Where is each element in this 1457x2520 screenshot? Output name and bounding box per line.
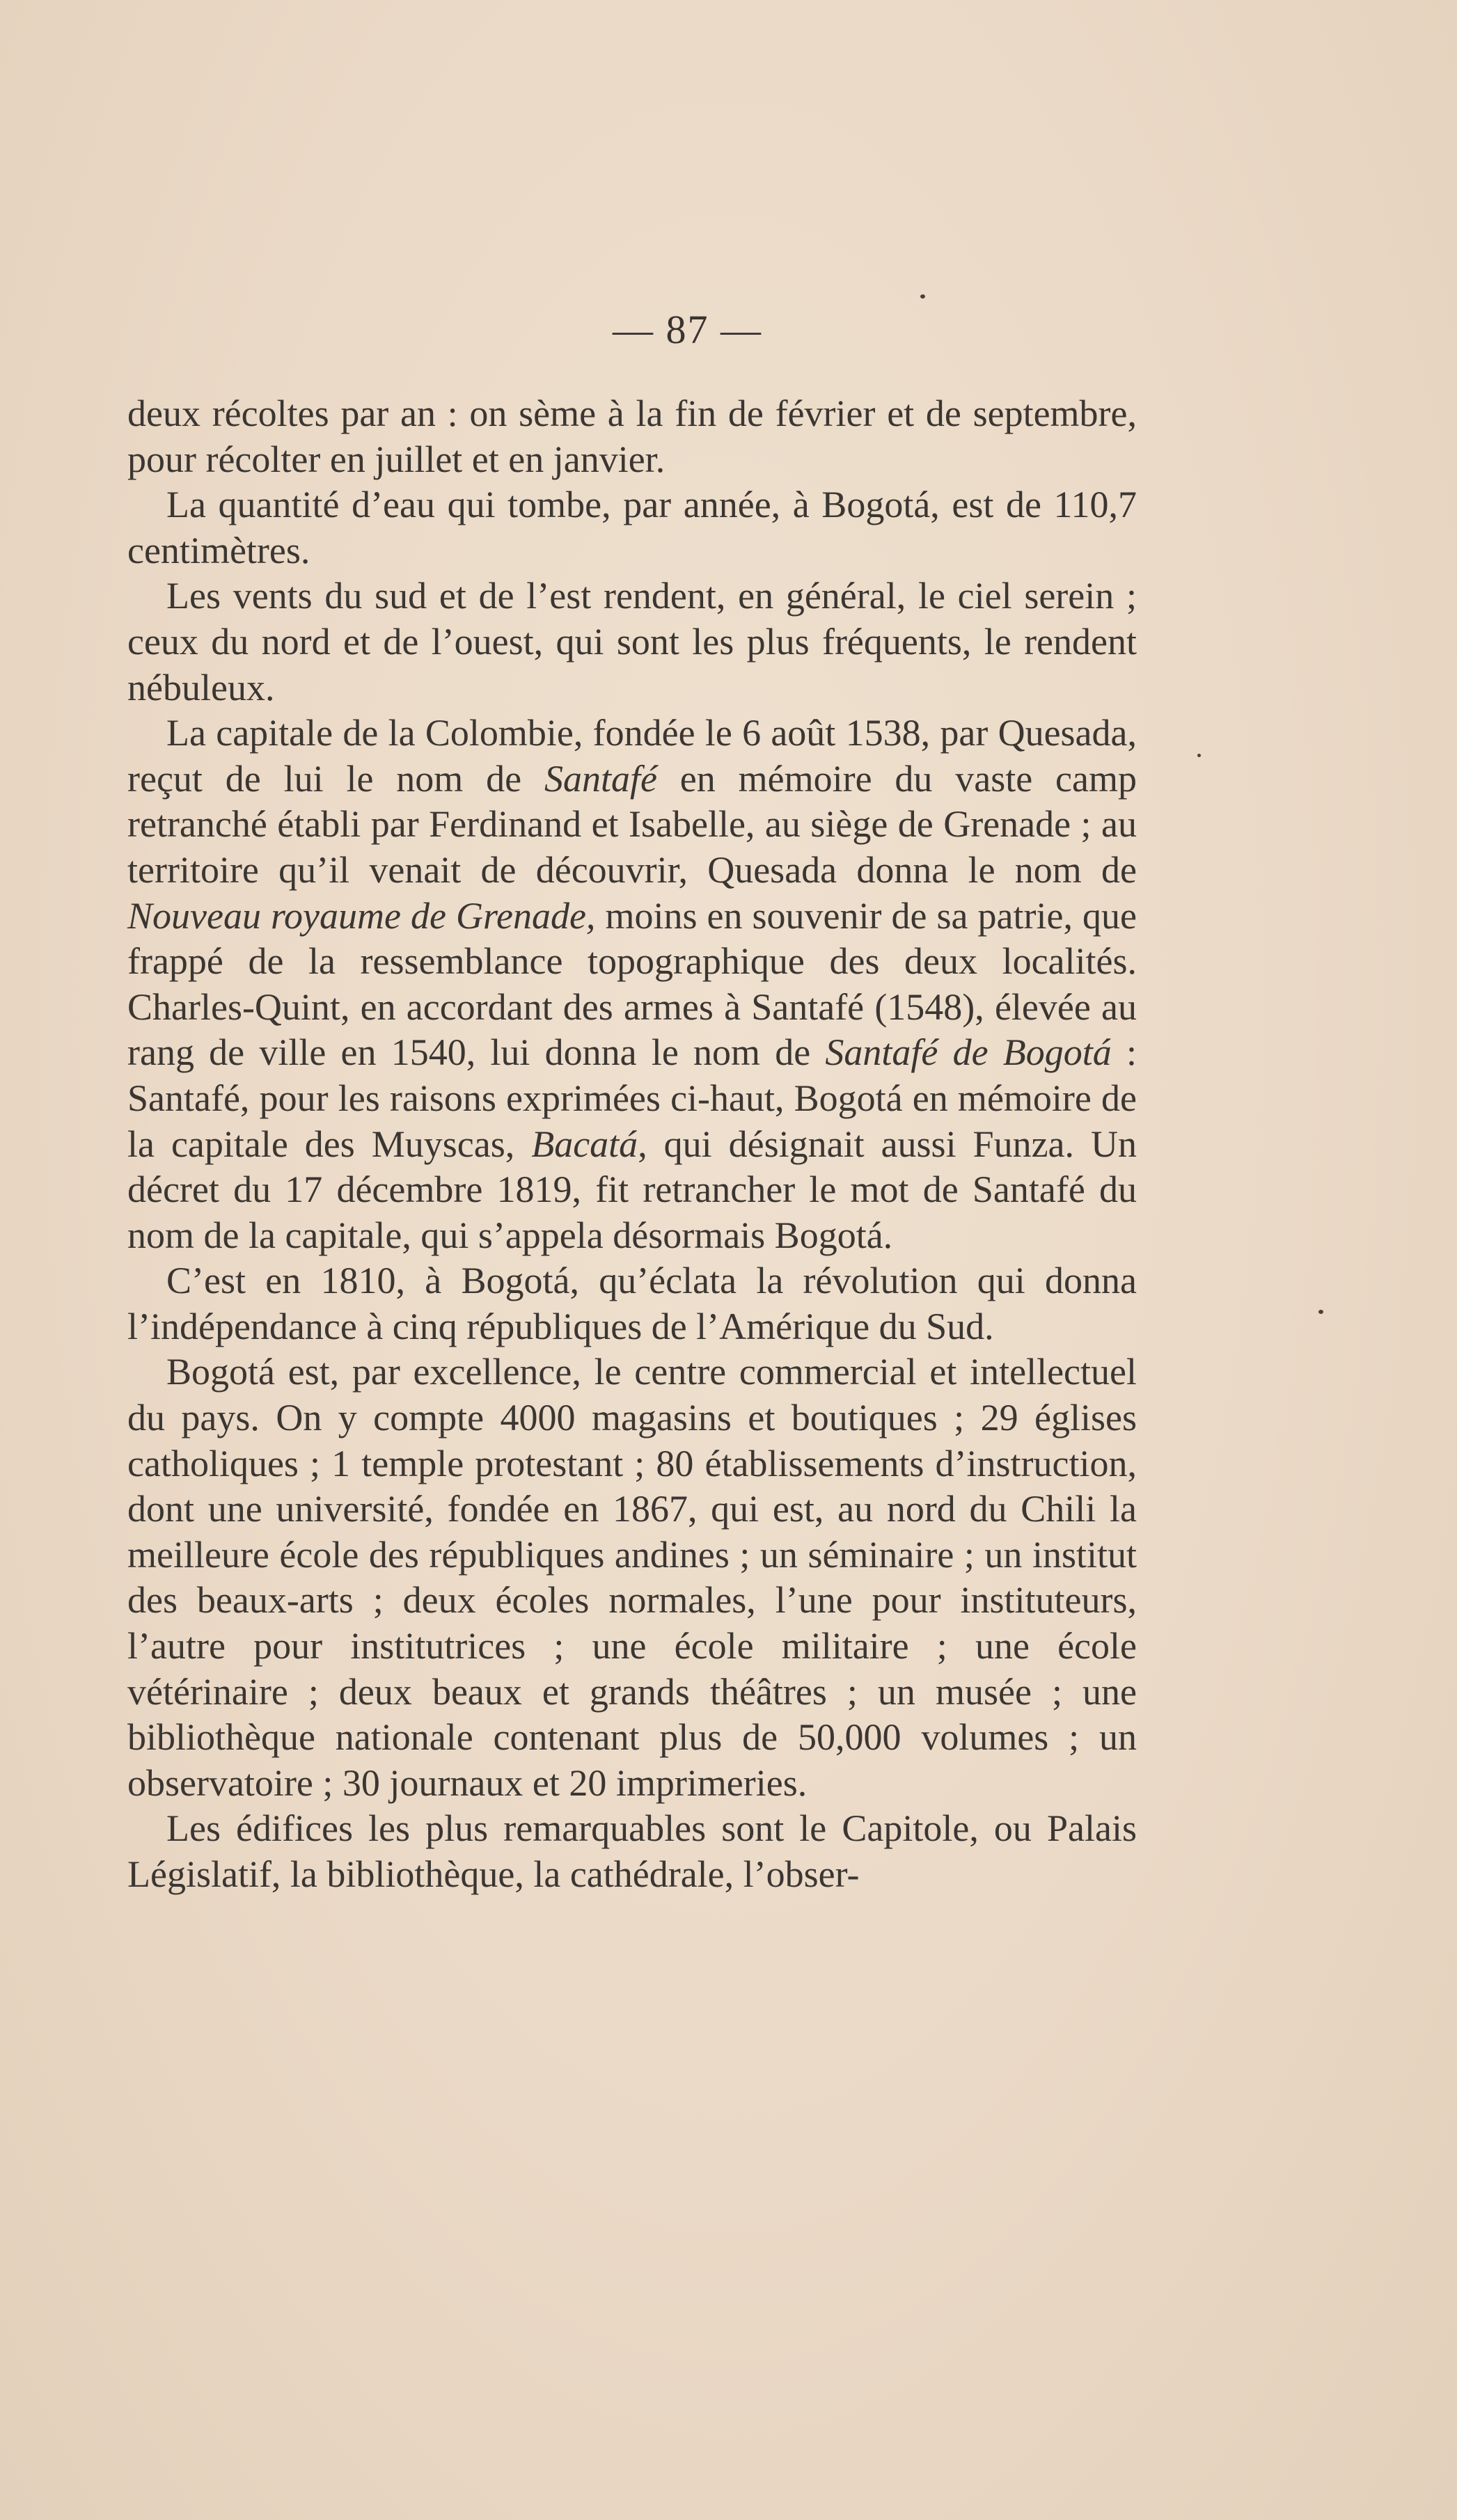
paragraph-7 (127, 1806, 1137, 1897)
text-run: : Santafé, pour les raisons exprimées ci-haut, Bogotá en mémoire de la capitale des Muyscas, (127, 1031, 1137, 1165)
ink-speck (1318, 1310, 1323, 1314)
text-run: Bogotá est, par excellence, le centre commercial et intellectuel du pays. On y compte 4000 magasins et boutiques ; 29 églises catholiques ; 1 temple protestant ; 80 établissements d’instruction, dont une université, fondée en 1867, qui est, au nord du Chili la meilleure école des républiques andines ; un séminaire ; un institut des beaux-arts ; deux écoles normales, l’une pour instituteurs, l’autre pour institutrices ; une école militaire ; une école vétérinaire ; deux beaux et grands théâtres ; un musée ; une bibliothèque nationale contenant plus de 50,000 volumes ; un observatoire ; 30 journaux et 20 imprimeries. (127, 1351, 1137, 1804)
italic-text: Santafé de Bogotá (825, 1031, 1112, 1074)
italic-text: Santafé (544, 757, 657, 800)
text-run: C’est en 1810, à Bogotá, qu’éclata la révolution qui donna l’indépendance à cinq républiques de l’Amérique du Sud. (127, 1260, 1137, 1347)
text-run: La capitale de la Colombie, fondée le 6 août 1538, par Quesada, reçut de lui le nom de (127, 712, 1137, 800)
ink-speck (1197, 754, 1201, 757)
text-run: deux récoltes par an : on sème à la fin de février et de septembre, pour récolter en juillet et en janvier. (127, 393, 1137, 480)
italic-text: Bacatá (531, 1123, 638, 1165)
text-run: Les vents du sud et de l’est rendent, en général, le ciel serein ; ceux du nord et de l’ouest, qui sont les plus fréquents, le rendent nébuleux. (127, 575, 1137, 708)
text-run: La quantité d’eau qui tombe, par année, à Bogotá, est de 110,7 centimètres. (127, 484, 1137, 571)
text-run: Les édifices les plus remarquables sont le Capitole, ou Palais Législatif, la bibliothèque, la cathédrale, l’obser- (127, 1807, 1137, 1895)
text-run: moins en souvenir de sa patrie, que frappé de la ressemblance topographique des deux localités. Charles-Quint, en accordant des armes à Santafé (1548), élevée au rang de ville en 1540, lui donna le nom de (127, 894, 1137, 1074)
ink-speck (920, 294, 925, 299)
body-text (127, 391, 1137, 1898)
paragraph-1 (127, 391, 1137, 482)
paragraph-4 (127, 711, 1137, 1258)
paragraph-6 (127, 1349, 1137, 1806)
paragraph-5 (127, 1258, 1137, 1349)
italic-text: Nouveau royaume de Grenade, (127, 894, 596, 937)
text-run: , qui désignait aussi Funza. Un décret du 17 décembre 1819, fit retrancher le mot de Santafé du nom de la capitale, qui s’appela désormais Bogotá. (127, 1123, 1137, 1256)
text-run: en mémoire du vaste camp retranché établi par Ferdinand et Isabelle, au siège de Grenade ; au territoire qu’il venait de découvrir, Quesada donna le nom de (127, 757, 1137, 891)
paragraph-3 (127, 573, 1137, 711)
paragraph-2 (127, 482, 1137, 573)
page-number: — 87 — (613, 307, 762, 352)
